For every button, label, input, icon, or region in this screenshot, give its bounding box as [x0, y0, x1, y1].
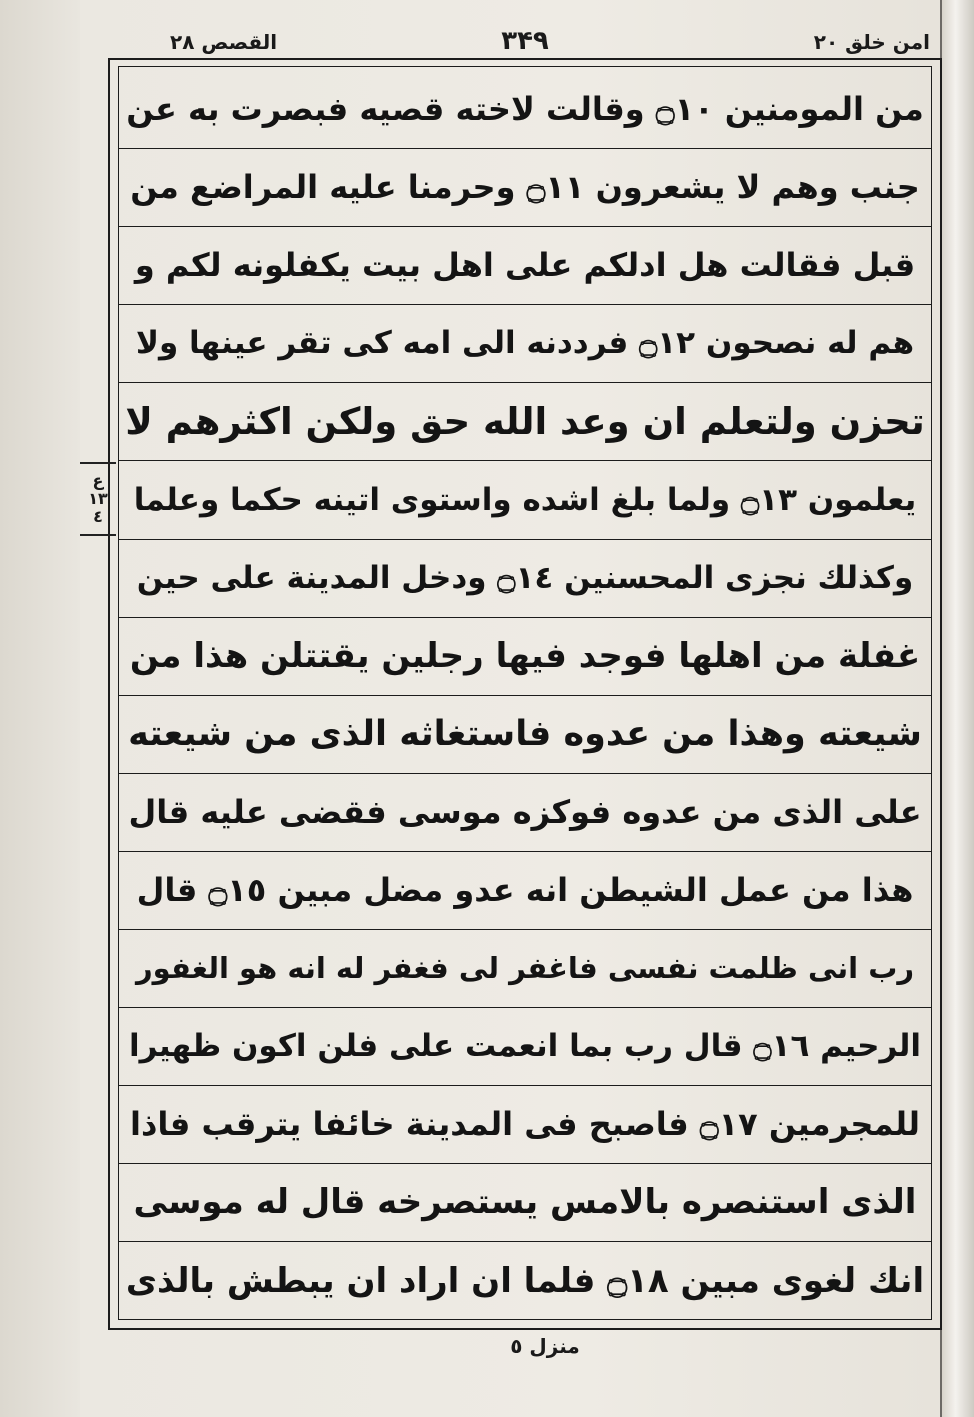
line-text: هم له نصحون ۝١٢ فرددنه الى امه كى تقر عينها ولا	[135, 325, 915, 362]
ruku-number: ١٣	[88, 489, 108, 508]
text-line	[118, 929, 932, 1008]
page-header	[110, 28, 940, 62]
line-text: وكذلك نجزى المحسنين ۝١٤ ودخل المدينة على حين	[136, 559, 914, 596]
line-text: رب انى ظلمت نفسى فاغفر لى فغفر له انه هو الغفور	[135, 951, 915, 986]
text-line	[118, 304, 932, 383]
text-line	[118, 382, 932, 461]
text-line	[118, 148, 932, 227]
ruku-count: ٤	[93, 507, 103, 526]
line-text: شيعته وهذا من عدوه فاستغاثه الذى من شيعته	[128, 713, 922, 754]
text-line	[118, 851, 932, 930]
text-line	[118, 773, 932, 852]
line-text: تحزن ولتعلم ان وعد الله حق ولكن اكثرهم لا	[125, 399, 925, 443]
parah-name: امن خلق ٢٠	[813, 30, 930, 54]
line-text: للمجرمين ۝١٧ فاصبح فى المدينة خائفا يترقب فاذا	[129, 1105, 921, 1144]
text-line	[118, 70, 932, 149]
text-line	[118, 461, 932, 540]
book-spine	[940, 0, 974, 1417]
text-line	[118, 539, 932, 618]
line-text: الذى استنصره بالامس يستصرخه قال له موسى	[133, 1182, 917, 1223]
line-text: هذا من عمل الشيطن انه عدو مضل مبين ۝١٥ قال	[136, 871, 914, 910]
ruku-letter: ع	[92, 471, 104, 490]
line-text: غفلة من اهلها فوجد فيها رجلين يقتتلن هذا من	[129, 635, 921, 676]
line-text: جنب وهم لا يشعرون ۝١١ وحرمنا عليه المراضع من	[130, 168, 920, 207]
text-line	[118, 1007, 932, 1086]
text-line	[118, 1163, 932, 1242]
page-number: ۳۴۹	[501, 26, 549, 56]
line-text: على الذى من عدوه فوكزه موسى فقضى عليه قال	[128, 792, 922, 831]
surah-name: القصص ٢٨	[170, 30, 278, 54]
text-line	[118, 617, 932, 696]
line-text: انك لغوى مبين ۝١٨ فلما ان اراد ان يبطش بالذى	[125, 1261, 925, 1302]
text-line	[118, 695, 932, 774]
page-edge-shadow	[0, 0, 80, 1417]
text-line	[118, 226, 932, 305]
line-text: قبل فقالت هل ادلكم على اهل بيت يكفلونه لكم و	[134, 246, 916, 285]
manzil-footer: منزل ٥	[510, 1334, 580, 1358]
line-text: يعلمون ۝١٣ ولما بلغ اشده واستوى اتينه حكما وعلما	[133, 481, 917, 518]
line-text: الرحيم ۝١٦ قال رب بما انعمت على فلن اكون ظهيرا	[128, 1028, 922, 1065]
line-text: من المومنين ۝١٠ وقالت لاخته قصيه فبصرت به عن	[126, 90, 924, 129]
ruku-marker	[80, 462, 116, 536]
text-line	[118, 1242, 932, 1320]
text-line	[118, 1085, 932, 1164]
